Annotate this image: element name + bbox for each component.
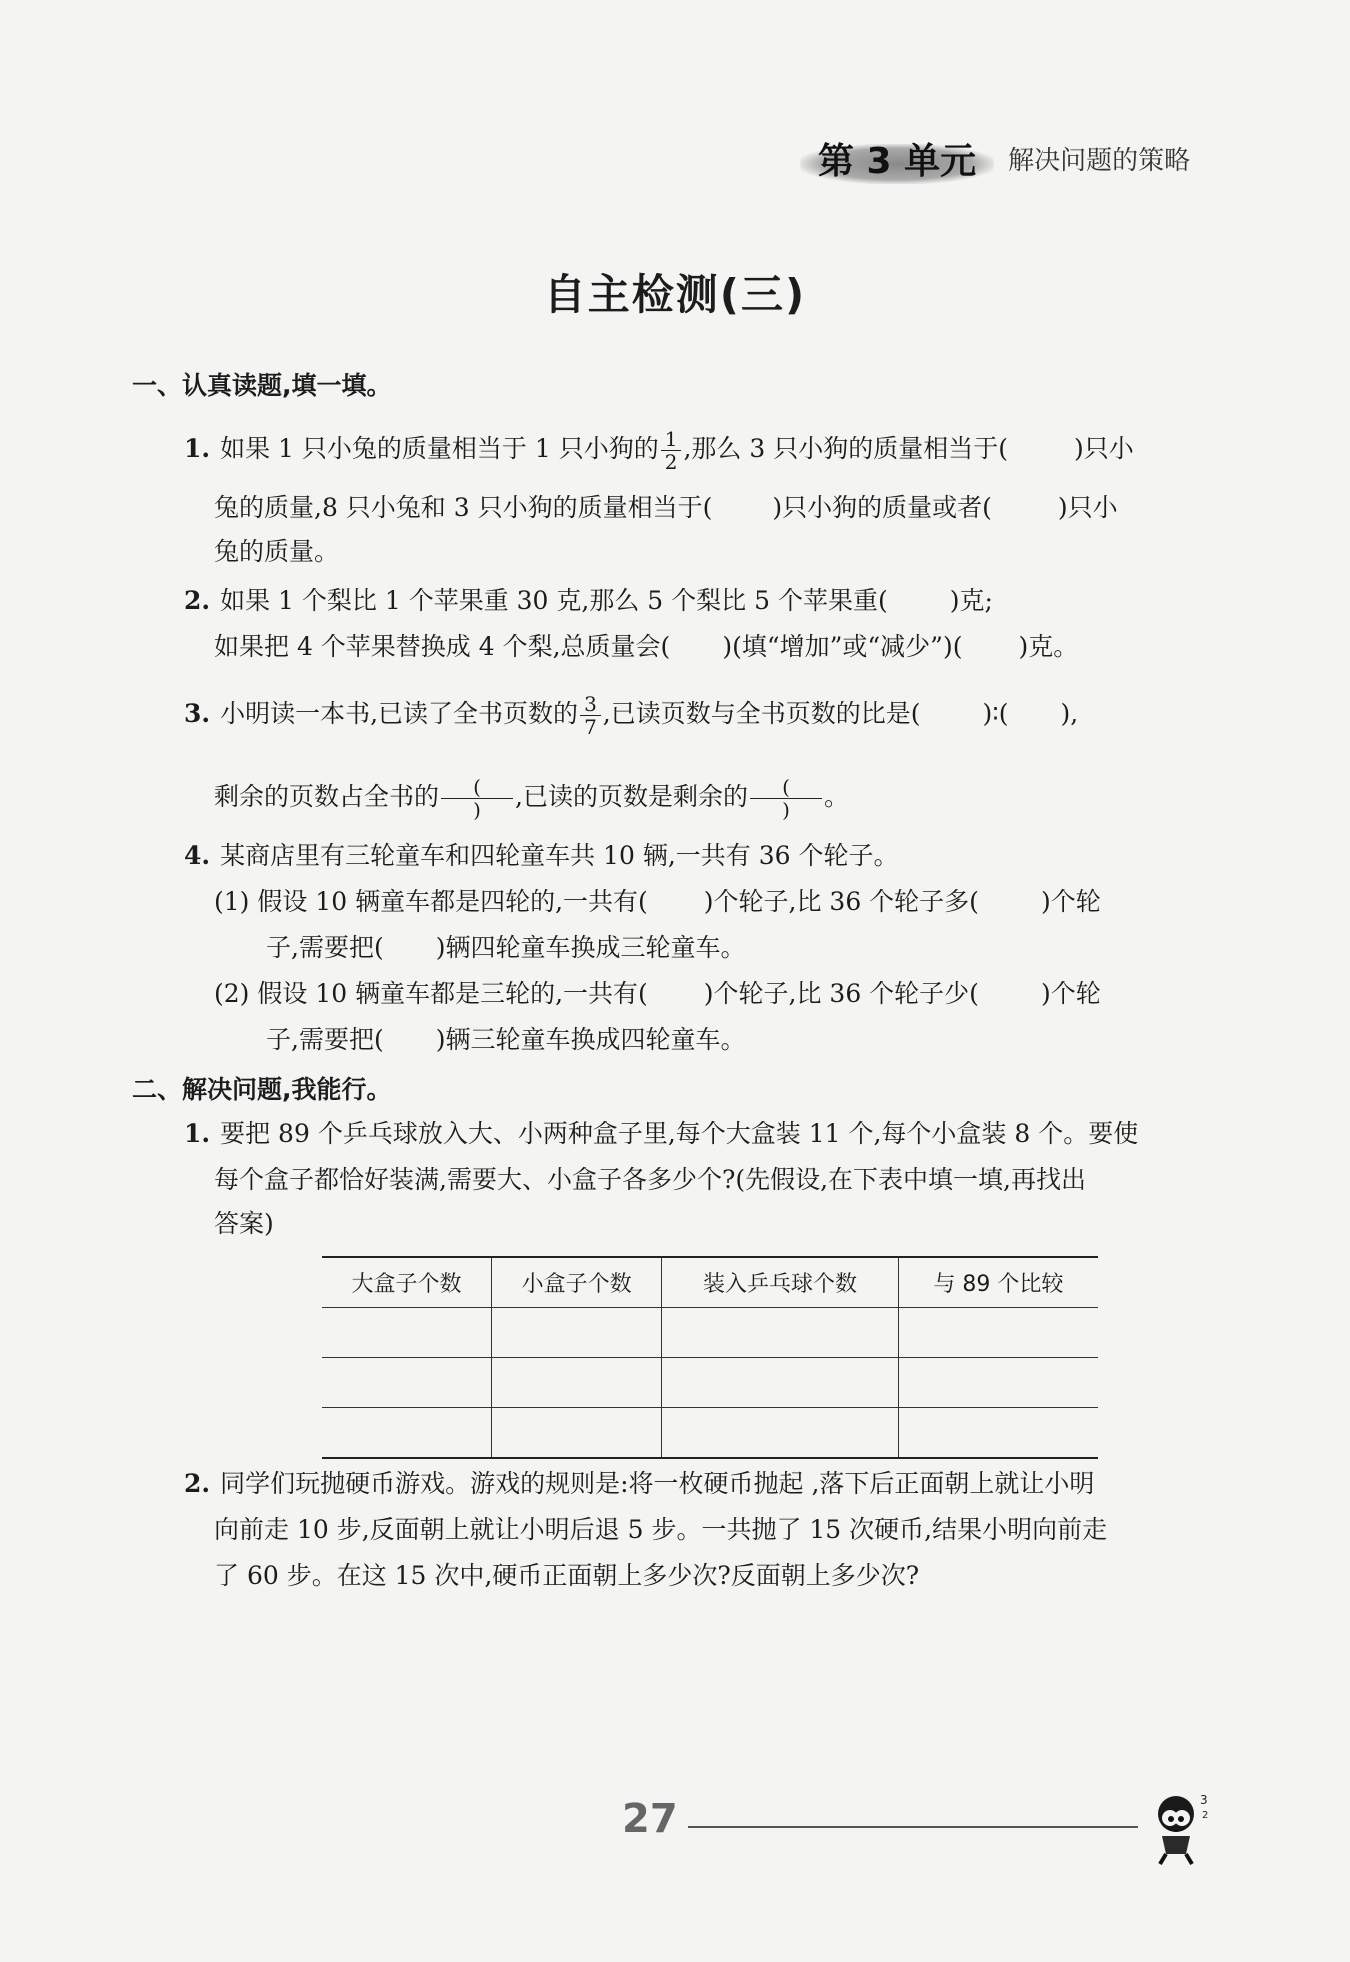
fraction-numerator: 1 [661,428,682,451]
table-header-cell: 小盒子个数 [492,1257,662,1308]
table-row [322,1308,1098,1358]
s2-q1-line1 [184,1118,1138,1150]
text: ,那么 3 只小狗的质量相当于( [683,434,1008,463]
text: 子,需要把( [266,933,384,962]
text: ,已读页数与全书页数的比是( [602,699,921,728]
s1-q1-line3: 兔的质量。 [214,537,340,566]
page-title: 自主检测(三) [543,270,807,319]
table-cell[interactable] [322,1308,492,1358]
table-cell[interactable] [322,1408,492,1459]
text: 要把 89 个乒乓球放入大、小两种盒子里,每个大盒装 11 个,每个小盒装 8 个。要使 [220,1119,1139,1148]
text: 如果把 4 个苹果替换成 4 个梨,总质量会( [214,632,671,661]
question-number: 2. [184,1469,211,1498]
page-number: 27 [622,1796,678,1842]
svg-text:2: 2 [1202,1810,1209,1821]
s1-q1-line2 [214,492,1118,524]
fraction-blank[interactable] [750,776,822,821]
table-header-row [322,1257,1098,1308]
s2-q2-line2: 向前走 10 步,反面朝上就让小明后退 5 步。一共抛了 15 次硬币,结果小明向前走 [214,1515,1108,1544]
section-2-heading: 二、解决问题,我能行。 [132,1075,392,1104]
fraction-denominator: ) [782,798,790,822]
fraction-three-sevenths [580,693,601,738]
s2-q1-line2: 每个盒子都恰好装满,需要大、小盒子各多少个?(先假设,在下表中填一填,再找出 [214,1165,1086,1194]
text: )辆三轮童车换成四轮童车。 [435,1025,746,1054]
text: 小明读一本书,已读了全书页数的 [220,699,579,728]
fraction-denominator: 2 [664,450,678,474]
s1-q2-line1 [184,585,993,617]
unit-badge: 第 3 单元 [800,130,994,186]
table-cell[interactable] [492,1358,662,1408]
text: )∶( [982,699,1009,728]
unit-header [800,128,1190,188]
table-cell[interactable] [492,1408,662,1459]
text: (2) 假设 10 辆童车都是三轮的,一共有( [214,979,648,1008]
text: 。 [823,782,849,811]
s1-q4-stem [184,840,898,872]
fraction-numerator: ( [441,776,513,799]
s2-q2-line3: 了 60 步。在这 15 次中,硬币正面朝上多少次?反面朝上多少次? [214,1561,920,1590]
text: (1) 假设 10 辆童车都是四轮的,一共有( [214,887,648,916]
table-cell[interactable] [492,1308,662,1358]
fraction-one-half [661,428,682,473]
fraction-blank[interactable] [441,776,513,821]
text: 子,需要把( [266,1025,384,1054]
text: )只小 [1057,493,1118,522]
text: )克; [949,586,993,615]
section-1-heading: 一、认真读题,填一填。 [132,371,392,400]
question-number: 1. [184,434,211,463]
s2-q2-line1 [184,1468,1094,1500]
fraction-numerator: 3 [580,693,601,716]
text: )个轮 [1040,887,1101,916]
cartoon-mascot-icon [1140,1788,1220,1872]
text: )只小狗的质量或者( [772,493,992,522]
s1-q4-part2-line2 [266,1024,745,1056]
text: 同学们玩抛硬币游戏。游戏的规则是:将一枚硬币抛起 ,落下后正面朝上就让小明 [220,1469,1095,1498]
text: )个轮 [1040,979,1101,1008]
text: ,已读的页数是剩余的 [515,782,748,811]
table-cell[interactable] [898,1408,1098,1459]
s1-q4-part1-line2 [266,932,745,964]
text: )个轮子,比 36 个轮子少( [703,979,979,1008]
table-cell[interactable] [322,1358,492,1408]
table-cell[interactable] [662,1358,899,1408]
fraction-numerator: ( [750,776,822,799]
table-header-cell: 与 89 个比较 [898,1257,1098,1308]
text: )(填“增加”或“减少”)( [722,632,963,661]
table-header-cell: 大盒子个数 [322,1257,492,1308]
text: 如果 1 只小兔的质量相当于 1 只小狗的 [220,434,659,463]
text: 兔的质量,8 只小兔和 3 只小狗的质量相当于( [214,493,713,522]
text: )只小 [1073,434,1134,463]
table-header-cell: 装入乒乓球个数 [662,1257,899,1308]
text: 某商店里有三轮童车和四轮童车共 10 辆,一共有 36 个轮子。 [220,841,899,870]
s1-q4-part1-line1 [214,886,1101,918]
table-cell[interactable] [898,1308,1098,1358]
fraction-denominator: 7 [584,715,597,739]
table-row [322,1358,1098,1408]
text: )辆四轮童车换成三轮童车。 [435,933,746,962]
question-number: 4. [184,841,211,870]
fraction-denominator: ) [473,798,481,822]
s1-q1-line1 [184,428,1134,473]
s1-q3-line1 [184,693,1078,738]
text: ), [1060,699,1079,728]
footer-rule [688,1826,1138,1828]
s2-q1-line3: 答案) [214,1209,274,1238]
table-cell[interactable] [662,1308,899,1358]
question-number: 3. [184,699,211,728]
text: 如果 1 个梨比 1 个苹果重 30 克,那么 5 个梨比 5 个苹果重( [220,586,888,615]
trial-table [322,1256,1098,1459]
s1-q4-part2-line1 [214,978,1101,1010]
svg-text:3: 3 [1200,1793,1208,1807]
text: )个轮子,比 36 个轮子多( [703,887,979,916]
question-number: 1. [184,1119,211,1148]
text: 剩余的页数占全书的 [214,782,440,811]
s1-q3-line2 [214,776,849,821]
table-row [322,1408,1098,1459]
text: )克。 [1018,632,1079,661]
unit-subtitle: 解决问题的策略 [1008,145,1191,176]
table-cell[interactable] [898,1358,1098,1408]
s1-q2-line2 [214,631,1078,663]
question-number: 2. [184,586,211,615]
table-cell[interactable] [662,1408,899,1459]
